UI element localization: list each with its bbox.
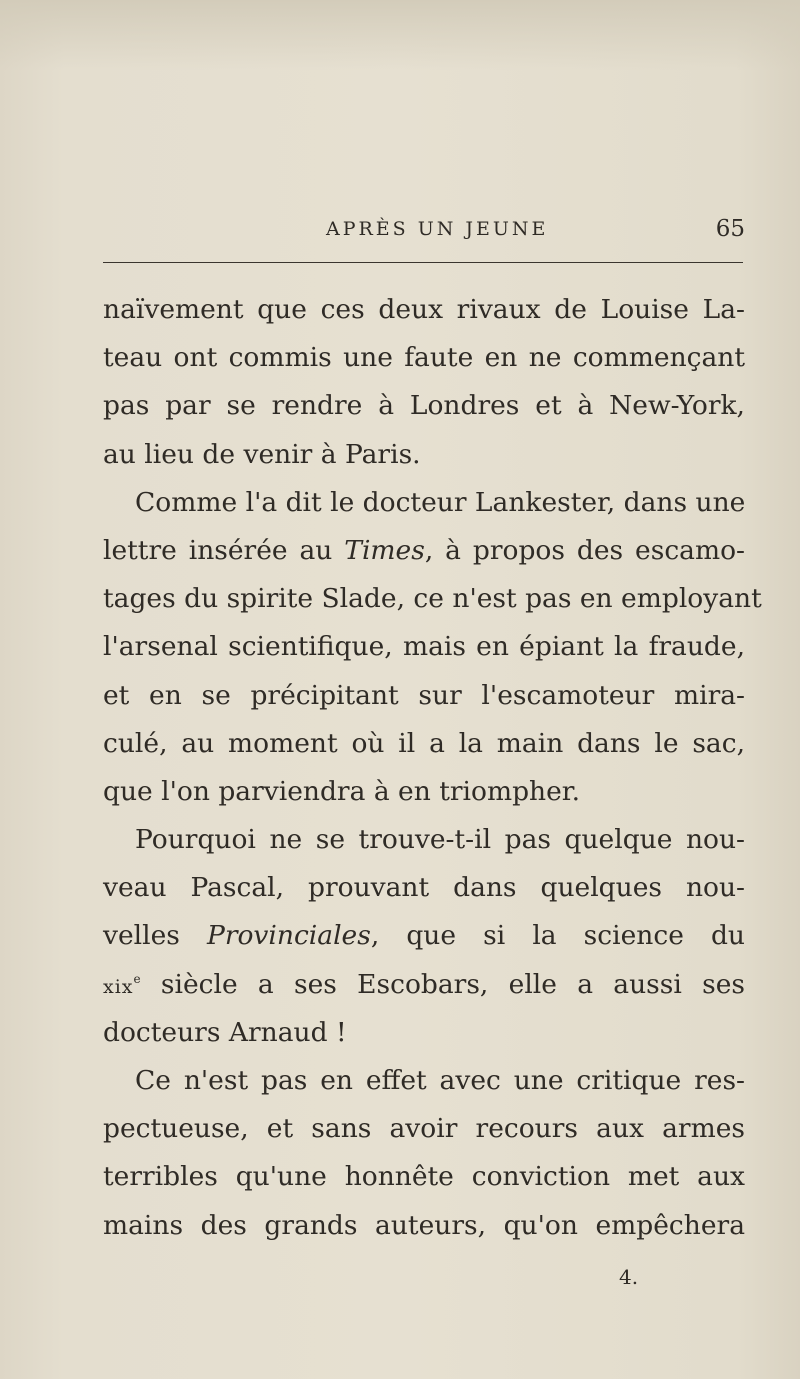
text-line: terribles qu'une honnête conviction met aux	[103, 1161, 745, 1193]
page-shading	[0, 0, 800, 70]
text-line: mains des grands auteurs, qu'on empêchera	[103, 1209, 745, 1241]
text-line: l'arsenal scientifique, mais en épiant la fraude,	[103, 631, 745, 663]
text-line: Ce n'est pas en effet avec une critique res-	[135, 1065, 745, 1096]
text-line: pectueuse, et sans avoir recours aux armes	[103, 1113, 745, 1145]
text-line: docteurs Arnaud !	[103, 1016, 347, 1048]
text-line: veau Pascal, prouvant dans quelques nou-	[103, 872, 745, 904]
page-number: 65	[715, 216, 745, 242]
text-line: Comme l'a dit le docteur Lankester, dans une	[135, 486, 746, 518]
text-segment: , à propos des escamo-	[424, 534, 745, 566]
text-line	[103, 916, 745, 964]
text-line	[103, 531, 745, 579]
text-line: et en se précipitant sur l'escamoteur mira-	[103, 679, 745, 711]
text-line: que l'on parviendra à en triompher.	[103, 775, 580, 807]
text-line: teau ont commis une faute en ne commençant	[103, 342, 745, 374]
running-title: APRÈS UN JEUNE	[326, 218, 549, 240]
century-numeral: xix	[103, 975, 134, 998]
text-line	[103, 965, 745, 1013]
running-head	[100, 214, 745, 244]
text-line: culé, au moment où il a la main dans le sac,	[103, 727, 745, 759]
text-segment: velles	[103, 920, 207, 952]
text-line: naïvement que ces deux rivaux de Louise La-	[103, 294, 745, 325]
header-rule	[103, 262, 743, 263]
body-text	[103, 290, 762, 1254]
italic-title: Times	[344, 534, 425, 566]
text-segment: , que si la science du	[370, 920, 745, 952]
text-segment: lettre insérée au	[103, 534, 345, 566]
signature-mark: 4.	[619, 1265, 639, 1289]
text-line: pas par se rendre à Londres et à New-York,	[103, 390, 745, 422]
text-line: au lieu de venir à Paris.	[103, 438, 421, 470]
text-line: Pourquoi ne se trouve-t-il pas quelque nou-	[135, 824, 745, 856]
italic-title: Provinciales	[206, 920, 371, 952]
text-segment: siècle a ses Escobars, elle a aussi ses	[140, 968, 745, 1000]
superscript: e	[133, 971, 141, 986]
text-line: tages du spirite Slade, ce n'est pas en employant	[103, 583, 762, 615]
